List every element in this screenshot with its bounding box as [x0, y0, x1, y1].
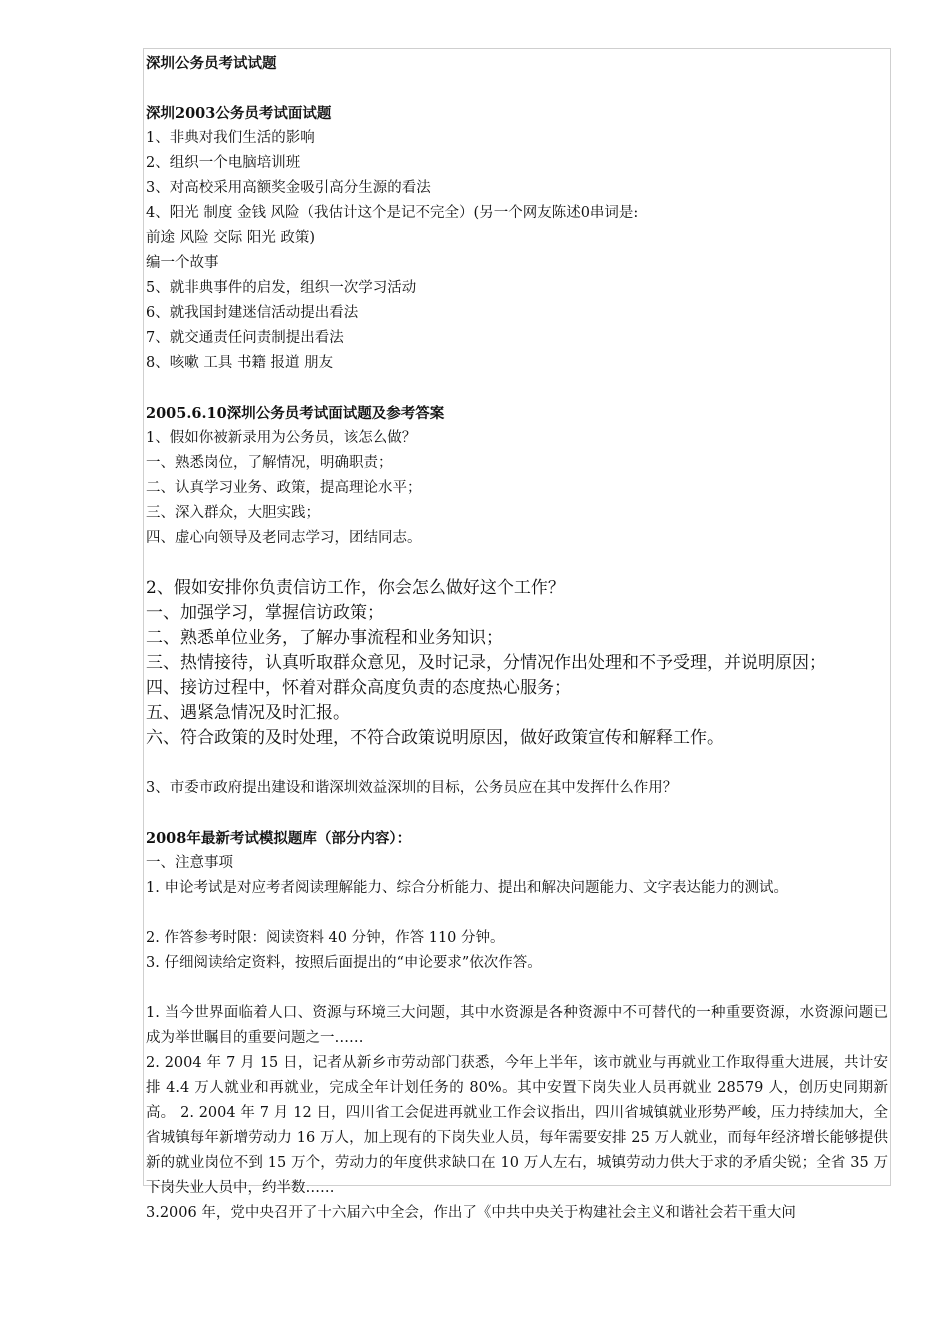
answer-line: 二、熟悉单位业务，了解办事流程和业务知识； — [146, 628, 503, 648]
notes-heading: 一、注意事项 — [146, 855, 233, 871]
section-2005-heading: 2005.6.10深圳公务员考试面试题及参考答案 — [146, 405, 445, 422]
list-item: 8、咳嗽 工具 书籍 报道 朋友 — [146, 355, 334, 371]
answer-line: 五、遇紧急情况及时汇报。 — [146, 703, 350, 723]
question-3: 3、市委市政府提出建设和谐深圳效益深圳的目标，公务员应在其中发挥什么作用？ — [146, 780, 678, 796]
material-paragraph: 3.2006 年，党中央召开了十六届六中全会，作出了《中共中央关于构建社会主义和谐社会若干重大问 — [146, 1205, 796, 1221]
spacer — [146, 976, 888, 1001]
spacer — [146, 901, 888, 926]
material-paragraph: 2. 2004 年 7 月 15 日，记者从新乡市劳动部门获悉，今年上半年，该市就业与再就业工作取得重大进展，共计安排 4.4 万人就业和再就业，完成全年计划任务的 80%。其中安置下岗失业人员再就业 28579 人，创历史同期新高。 2. 2004 年 7 月 12 日，四川省工会促进再就业工作会议指出，四川省城镇就业形势严峻，压力持续加大，全省城镇每年新增劳动力 16 万人，加上现有的下岗失业人员，每年需要安排 25 万人就业，而每年经济增长能够提供新的就业岗位不到 15 万个，劳动力的年度供求缺口在 10 万人左右，城镇劳动力供大于求的矛盾尖锐；全省 35 万下岗失业人员中，约半数…… — [146, 1055, 888, 1196]
spacer — [146, 551, 888, 576]
note-item: 1. 申论考试是对应考者阅读理解能力、综合分析能力、提出和解决问题能力、文字表达能力的测试。 — [146, 880, 788, 896]
answer-line: 四、接访过程中，怀着对群众高度负责的态度热心服务； — [146, 678, 571, 698]
answer-line: 三、深入群众，大胆实践； — [146, 505, 320, 521]
note-item: 3. 仔细阅读给定资料，按照后面提出的“申论要求”依次作答。 — [146, 955, 542, 971]
document-title: 深圳公务员考试试题 — [146, 55, 277, 72]
list-item: 2、组织一个电脑培训班 — [146, 155, 301, 171]
answer-line: 一、熟悉岗位，了解情况，明确职责； — [146, 455, 393, 471]
answer-line: 二、认真学习业务、政策，提高理论水平； — [146, 480, 422, 496]
spacer — [146, 751, 888, 776]
spacer — [146, 801, 888, 826]
list-item: 5、就非典事件的启发，组织一次学习活动 — [146, 280, 417, 296]
document-content — [146, 51, 888, 1226]
list-item: 6、就我国封建迷信活动提出看法 — [146, 305, 359, 321]
section-2003-heading: 深圳2003公务员考试面试题 — [146, 105, 332, 122]
list-item: 前途 风险 交际 阳光 政策) — [146, 230, 316, 246]
answer-line: 一、加强学习，掌握信访政策； — [146, 603, 384, 623]
note-item: 2. 作答参考时限：阅读资料 40 分钟，作答 110 分钟。 — [146, 930, 505, 946]
list-item: 7、就交通责任问责制提出看法 — [146, 330, 344, 346]
list-item: 1、非典对我们生活的影响 — [146, 130, 315, 146]
answer-line: 三、热情接待，认真听取群众意见，及时记录，分情况作出处理和不予受理，并说明原因； — [146, 653, 826, 673]
document-page — [143, 48, 891, 1221]
question-1: 1、假如你被新录用为公务员，该怎么做？ — [146, 430, 417, 446]
spacer — [146, 76, 888, 101]
material-paragraph: 1. 当今世界面临着人口、资源与环境三大问题，其中水资源是各种资源中不可替代的一种重要资源，水资源问题已成为举世瞩目的重要问题之一…… — [146, 1005, 888, 1046]
answer-line: 六、符合政策的及时处理，不符合政策说明原因，做好政策宣传和解释工作。 — [146, 728, 724, 748]
list-item: 4、阳光 制度 金钱 风险（我估计这个是记不完全）(另一个网友陈述0串词是: — [146, 205, 639, 221]
question-2: 2、假如安排你负责信访工作，你会怎么做好这个工作？ — [146, 578, 565, 598]
list-item: 编一个故事 — [146, 255, 219, 271]
list-item: 3、对高校采用高额奖金吸引高分生源的看法 — [146, 180, 431, 196]
spacer — [146, 376, 888, 401]
section-2008-heading: 2008年最新考试模拟题库（部分内容）： — [146, 830, 412, 847]
answer-line: 四、虚心向领导及老同志学习，团结同志。 — [146, 530, 422, 546]
